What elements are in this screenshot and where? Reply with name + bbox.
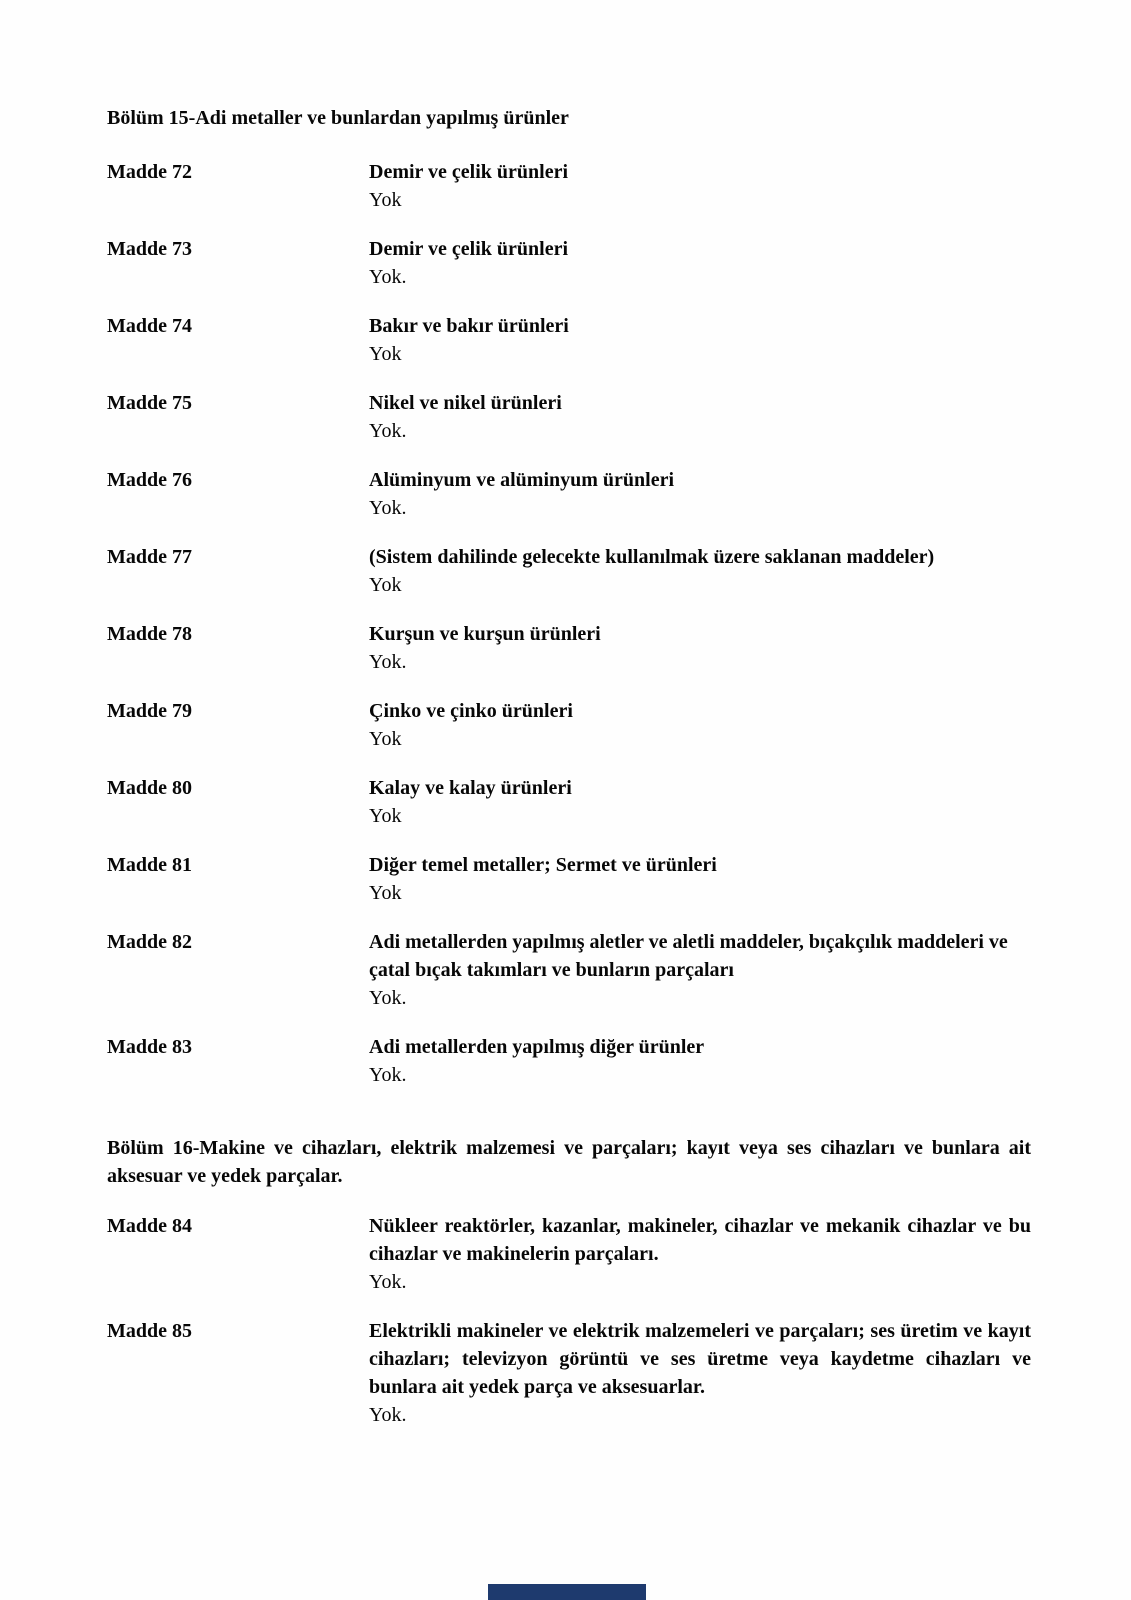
madde-description bbox=[369, 620, 1031, 676]
madde-description bbox=[369, 1033, 1031, 1089]
madde-label: Madde 75 bbox=[107, 392, 192, 414]
madde-status: Yok. bbox=[369, 420, 407, 442]
madde-status: Yok bbox=[369, 574, 402, 596]
madde-row-74 bbox=[107, 312, 1031, 368]
madde-description bbox=[369, 312, 1031, 368]
madde-label: Madde 79 bbox=[107, 700, 192, 722]
madde-row-76 bbox=[107, 466, 1031, 522]
madde-title: Adi metallerden yapılmış diğer ürünler bbox=[369, 1036, 705, 1058]
madde-label: Madde 78 bbox=[107, 623, 192, 645]
madde-status: Yok. bbox=[369, 1064, 407, 1086]
madde-row-85 bbox=[107, 1317, 1031, 1429]
madde-title: Kurşun ve kurşun ürünleri bbox=[369, 623, 601, 645]
madde-title: Alüminyum ve alüminyum ürünleri bbox=[369, 469, 675, 491]
madde-label: Madde 76 bbox=[107, 469, 192, 491]
madde-status: Yok bbox=[369, 805, 402, 827]
madde-label: Madde 85 bbox=[107, 1320, 192, 1342]
madde-row-78 bbox=[107, 620, 1031, 676]
madde-description bbox=[369, 774, 1031, 830]
madde-title: Nükleer reaktörler, kazanlar, makineler, cihazlar ve mekanik cihazlar ve bu cihazlar ve makinelerin parçaları. bbox=[369, 1215, 1031, 1265]
section-16-heading: Bölüm 16-Makine ve cihazları, elektrik malzemesi ve parçaları; kayıt veya ses cihazları ve bunlara ait aksesuar ve yedek parçalar. bbox=[107, 1137, 1031, 1187]
madde-status: Yok. bbox=[369, 1271, 407, 1293]
madde-status: Yok. bbox=[369, 497, 407, 519]
madde-label: Madde 81 bbox=[107, 854, 192, 876]
madde-description bbox=[369, 1212, 1031, 1296]
madde-status: Yok. bbox=[369, 1404, 407, 1426]
madde-description bbox=[369, 466, 1031, 522]
madde-row-80 bbox=[107, 774, 1031, 830]
madde-status: Yok bbox=[369, 882, 402, 904]
madde-row-81 bbox=[107, 851, 1031, 907]
madde-row-79 bbox=[107, 697, 1031, 753]
madde-row-82 bbox=[107, 928, 1031, 1012]
madde-label: Madde 72 bbox=[107, 161, 192, 183]
section-15-heading: Bölüm 15-Adi metaller ve bunlardan yapılmış ürünler bbox=[107, 107, 569, 129]
madde-label: Madde 82 bbox=[107, 931, 192, 953]
madde-title: Elektrikli makineler ve elektrik malzemeleri ve parçaları; ses üretim ve kayıt cihazları; televizyon görüntü ve ses üretme veya kaydetme cihazları ve bunlara ait yedek parça ve aksesuarlar. bbox=[369, 1320, 1031, 1398]
madde-description bbox=[369, 1317, 1031, 1429]
madde-title: Nikel ve nikel ürünleri bbox=[369, 392, 562, 414]
madde-title: Kalay ve kalay ürünleri bbox=[369, 777, 572, 799]
madde-title: (Sistem dahilinde gelecekte kullanılmak üzere saklanan maddeler) bbox=[369, 546, 935, 568]
madde-description bbox=[369, 697, 1031, 753]
madde-title: Adi metallerden yapılmış aletler ve aletli maddeler, bıçakçılık maddeleri ve çatal bıçak takımları ve bunların parçaları bbox=[369, 931, 1008, 981]
madde-status: Yok bbox=[369, 728, 402, 750]
madde-row-77 bbox=[107, 543, 1031, 599]
madde-title: Demir ve çelik ürünleri bbox=[369, 161, 569, 183]
madde-label: Madde 84 bbox=[107, 1215, 192, 1237]
madde-title: Çinko ve çinko ürünleri bbox=[369, 700, 573, 722]
madde-title: Demir ve çelik ürünleri bbox=[369, 238, 569, 260]
madde-row-73 bbox=[107, 235, 1031, 291]
madde-row-75 bbox=[107, 389, 1031, 445]
madde-description bbox=[369, 851, 1031, 907]
madde-label: Madde 77 bbox=[107, 546, 192, 568]
madde-description bbox=[369, 158, 1031, 214]
bottom-artifact-bar bbox=[488, 1584, 646, 1600]
madde-label: Madde 74 bbox=[107, 315, 192, 337]
madde-status: Yok. bbox=[369, 987, 407, 1009]
madde-label: Madde 83 bbox=[107, 1036, 192, 1058]
madde-status: Yok bbox=[369, 189, 402, 211]
madde-label: Madde 73 bbox=[107, 238, 192, 260]
madde-status: Yok bbox=[369, 343, 402, 365]
madde-row-72 bbox=[107, 158, 1031, 214]
madde-title: Diğer temel metaller; Sermet ve ürünleri bbox=[369, 854, 717, 876]
madde-description bbox=[369, 235, 1031, 291]
madde-status: Yok. bbox=[369, 266, 407, 288]
madde-row-83 bbox=[107, 1033, 1031, 1089]
madde-description bbox=[369, 389, 1031, 445]
madde-description bbox=[369, 928, 1031, 1012]
madde-description bbox=[369, 543, 1031, 599]
madde-label: Madde 80 bbox=[107, 777, 192, 799]
madde-row-84 bbox=[107, 1212, 1031, 1296]
madde-status: Yok. bbox=[369, 651, 407, 673]
madde-title: Bakır ve bakır ürünleri bbox=[369, 315, 569, 337]
